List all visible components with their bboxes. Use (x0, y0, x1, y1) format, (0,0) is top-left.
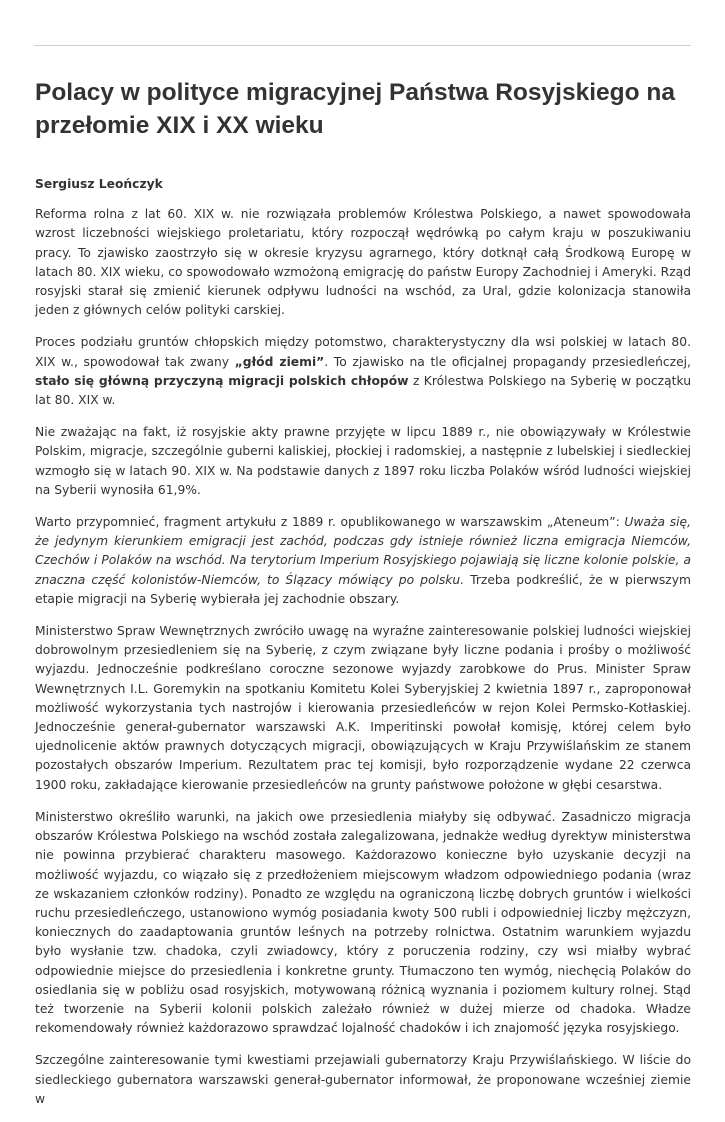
header-divider (34, 45, 691, 46)
article-title: Polacy w polityce migracyjnej Państwa Rosyjskiego na przełomie XIX i XX wieku (35, 79, 675, 139)
paragraph-text: Reforma rolna z lat 60. XIX w. nie rozwiązała problemów Królestwa Polskiego, a nawet spowodowała wzrost liczebności wiejskiego proletariatu, który rozpoczął wędrówką po całym kraju w poszukiwaniu pracy. To zjawisko zaostrzyło się w okresie kryzysu agrarnego, który dotknął całą Środkową Europę w latach 80. XIX wieku, co spowodowało wzmożoną emigrację do państw Europy Zachodniej i Ameryki. Rząd rosyjski starał się zmienić kierunek odpływu ludności na wschód, za Ural, gdzie kolonizacja stanowiła jeden z głównych celów polityki carskiej. (35, 207, 691, 318)
paragraph-text: Nie zważając na fakt, iż rosyjskie akty prawne przyjęte w lipcu 1889 r., nie obowiązywały w Królestwie Polskim, migracje, szczególnie guberni kaliskiej, płockiej i radomskiej, a następnie z lubelskiej i siedleckiej wzmogło się w latach 90. XIX w. Na podstawie danych z 1897 roku liczba Polaków wśród ludności wiejskiej na Syberii wynosiła 61,9%. (35, 425, 691, 497)
paragraph-text: . To zjawisko na tle oficjalnej propagandy przesiedleńczej, (324, 354, 691, 369)
body-paragraph (35, 808, 691, 1038)
paragraph-text: Proces podziału gruntów chłopskich między potomstwo, charakterystyczny dla wsi polskiej w latach 80. XIX w., spowodował tak zwany (35, 335, 691, 369)
paragraph-text: Szczególne zainteresowanie tymi kwestiami przejawiali gubernatorzy Kraju Przywiślańskiego. W liście do siedleckiego gubernatora warszawski generał-gubernator informował, że proponowane wcześniej ziemie w (35, 1053, 691, 1106)
body-paragraph (35, 622, 691, 795)
body-paragraph (35, 513, 691, 609)
article-body (35, 175, 691, 1122)
paragraph-text: Trzeba podkreślić, że w pierwszym etapie migracji na Syberię wybierała jej zachodnie obszary. (35, 572, 691, 606)
paragraph-text: Ministerstwo Spraw Wewnętrznych zwróciło uwagę na wyraźne zainteresowanie polskiej ludności wiejskiej dobrowolnym przesiedleniem się na Syberię, z czym związane były liczne podania i prośby o możliwość wyjazdu. Jednocześnie podkreślano coroczne sezonowe wyjazdy zarobkowe do Prus. Minister Spraw Wewnętrznych I.L. Goremykin na spotkaniu Komitetu Kolei Syberyjskiej 2 kwietnia 1897 r., zaproponował możliwość wykorzystania tych nastrojów i kierowania przesiedleńców w rejon Kolei Permsko-Kotłaskiej. Jednocześnie generał-gubernator warszawski A.K. Imperitinski powołał komisję, której celem było ujednolicenie aktów prawnych dotyczących migracji, obowiązujących w Kraju Przywiślańskim ze stanem pozostałych obszarów Imperium. Rezultatem prac tej komisji, było rozporządzenie wydane 22 czerwca 1900 roku, zakładające kierowanie przesiedleńców na grunty państwowe położone w głębi cesarstwa. (35, 624, 691, 792)
paragraph-text: z Królestwa Polskiego na Syberię w początku lat 80. XIX w. (35, 373, 691, 408)
article-author: Sergiusz Leończyk (35, 177, 163, 191)
paragraph-text: Warto przypomnieć, fragment artykułu z 1889 r. opublikowanego w warszawskim „Ateneum”: (35, 515, 625, 530)
bold-text: „głód ziemi” (234, 354, 325, 369)
paragraph-text: Ministerstwo określiło warunki, na jakich owe przesiedlenia miałyby się odbywać. Zasadniczo migracja obszarów Królestwa Polskiego na wschód została zalegalizowana, jednakże według dyrektyw ministerstwa nie powinna przybierać charakteru masowego. Każdorazowo konieczne było uzyskanie decyzji na możliwość wyjazdu, co wiązało się z przedłożeniem miejscowym władzom odpowiedniego podania (wraz ze wskazaniem członków rodziny). Ponadto ze względu na ograniczoną liczbę dobrych gruntów i wielkości ruchu przesiedleńczego, ustanowiono wymóg posiadania kwoty 500 rubli i odpowiedniej liczby mężczyzn, koniecznych do zaadaptowania gruntów leśnych na potrzeby rolnictwa. Ostatnim warunkiem wyjazdu było wysłanie tzw. chadoka, czyli zwiadowcy, który z poruczenia rodziny, czy wsi miałby wybrać odpowiednie miejsce do przesiedlenia i konkretne grunty. Tłumaczono ten wymóg, niechęcią Polaków do osiedlania się w pobliżu osad rosyjskich, motywowaną różnicą wyznania i poziomem kultury rolnej. Stąd też tworzenie na Syberii kolonii polskich zależało również w dużej mierze od chadoka. Władze rekomendowały również każdorazowo sprawdzać lojalność chadoków i ich znajomość języka rosyjskiego. (35, 809, 691, 1036)
body-paragraph (35, 1051, 691, 1109)
body-paragraph (35, 423, 691, 500)
paragraph-list (35, 205, 691, 1109)
body-paragraph (35, 205, 691, 320)
bold-text: stało się główną przyczyną migracji polskich chłopów (35, 373, 409, 388)
body-paragraph (35, 333, 691, 410)
italic-quote: Uważa się, że jedynym kierunkiem emigracji jest zachód, podczas gdy istnieje również liczna emigracja Niemców, Czechów i Polaków na wschód. Na terytorium Imperium Rosyjskiego pojawiają się liczne kolonie polskie, a znaczna część kolonistów-Niemców, to Ślązacy mówiący po polsku. (35, 515, 691, 587)
